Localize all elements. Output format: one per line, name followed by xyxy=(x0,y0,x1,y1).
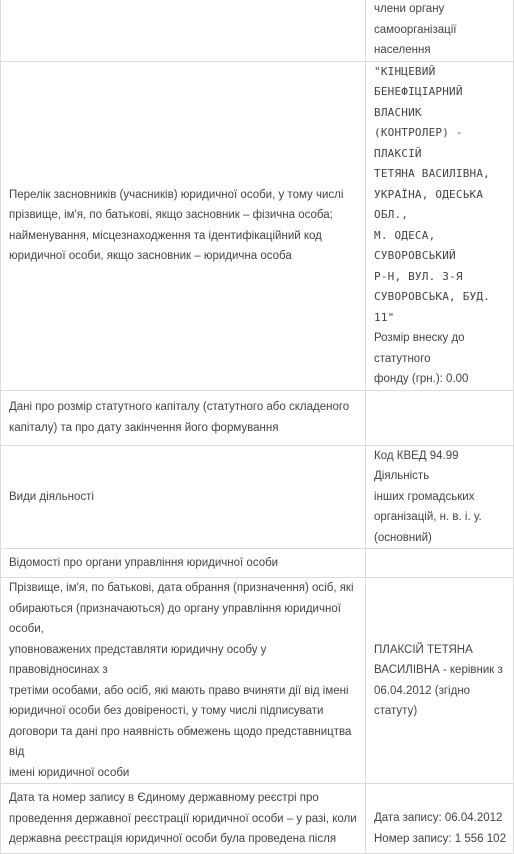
row-value xyxy=(366,390,514,445)
row-label xyxy=(1,549,366,578)
row-label xyxy=(1,784,366,854)
table-row xyxy=(1,61,514,390)
table-row xyxy=(1,549,514,578)
row-label xyxy=(1,0,366,61)
representatives-value: ПЛАКСІЙ ТЕТЯНА ВАСИЛІВНА - керівник з 06.04.2012 (згідно статуту) xyxy=(374,643,503,717)
table-row xyxy=(1,784,514,854)
management-label: Відомості про органи управління юридичної особи xyxy=(9,556,279,569)
row-label xyxy=(1,445,366,549)
table-row xyxy=(1,390,514,445)
founders-type-value: члени органу самоорганізації населення xyxy=(374,3,457,56)
row-value xyxy=(366,0,514,61)
row-label xyxy=(1,61,366,390)
activities-value: Код КВЕД 94.99 Діяльність інших громадських організацій, н. в. і. у. (основний) xyxy=(374,449,482,544)
row-label xyxy=(1,578,366,784)
table-row xyxy=(1,578,514,784)
founder-name-value: "КІНЦЕВИЙ БЕНЕФІЦІАРНИЙ ВЛАСНИК (КОНТРОЛЕР) - ПЛАКСІЙ ТЕТЯНА ВАСИЛІВНА, УКРАЇНА, ОДЕСЬКА ОБЛ., М. ОДЕСА, СУВОРОВСЬКИЙ Р-Н, ВУЛ. 3-Я СУВОРОВСЬКА, БУД. 11" xyxy=(374,64,490,324)
registration-value: Дата запису: 06.04.2012 Номер запису: 1 556 102 xyxy=(374,812,506,845)
registration-label: Дата та номер запису в Єдиному державному реєстрі про проведення державної реєстрації юридичної особи – у разі, коли державна реєстрація юридичної особи була проведена після xyxy=(9,792,357,845)
row-value xyxy=(366,784,514,854)
activities-label: Види діяльності xyxy=(9,490,94,503)
row-value xyxy=(366,445,514,549)
contribution-value: Розмір внеску до статутного фонду (грн.): 0.00 xyxy=(374,332,469,385)
representatives-label: Прізвище, ім'я, по батькові, дата обрання (призначення) осіб, які обираються (призначаються) до органу управління юридичної особи, уповноважених представляти юридичну особу у правовідносинах з третіми особами, або осіб, які мають право вчиняти дії від імені юридичної особи без довіреності, у тому числі підписувати договори та дані про наявність обмежень щодо представництва від імені юридичної особи xyxy=(9,582,354,779)
capital-label: Дані про розмір статутного капіталу (статутного або складеного капіталу) та про дату закінчення його формування xyxy=(9,401,350,434)
row-label xyxy=(1,390,366,445)
row-value xyxy=(366,61,514,390)
founders-label: Перелік засновників (учасників) юридичної особи, у тому числі прізвище, ім'я, по батькові, якщо засновник – фізична особа; найменування, місцезнаходження та ідентифікаційний код юридичної особи, якщо засновник – юридична особа xyxy=(9,188,344,262)
row-value xyxy=(366,578,514,784)
table-row xyxy=(1,0,514,61)
table-row xyxy=(1,445,514,549)
row-value xyxy=(366,549,514,578)
